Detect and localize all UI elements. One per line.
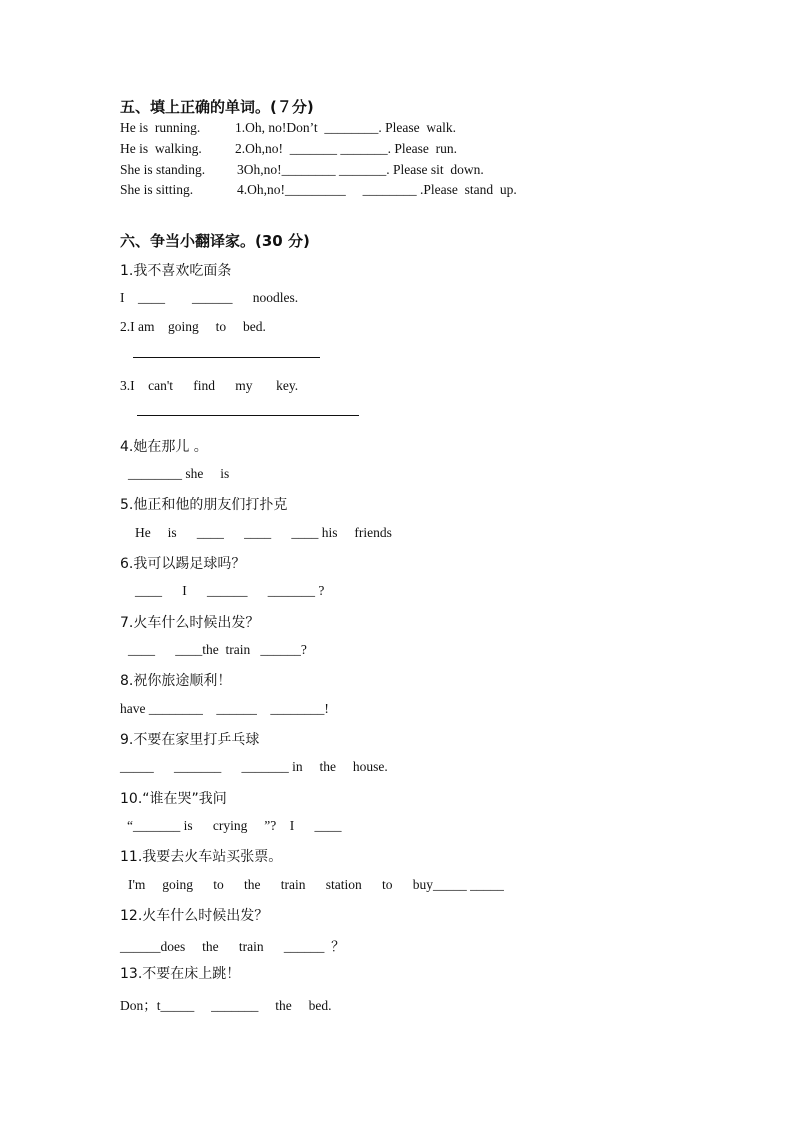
item6-answer: ____ I ______ _______ ? bbox=[135, 583, 325, 598]
item11-answer: I'm going to the train station to buy_____ _____ bbox=[128, 877, 504, 892]
section5-row3-right: 3Oh,no!________ _______. Please sit down. bbox=[237, 162, 484, 177]
section5-row4-left: She is sitting. bbox=[120, 182, 194, 197]
item8-answer: have ________ ______ ________! bbox=[120, 701, 329, 716]
section5-row3-left: She is standing. bbox=[120, 162, 206, 177]
item2-answer-line bbox=[133, 357, 320, 358]
section5-title: 五、填上正确的单词。(７分) bbox=[120, 98, 314, 116]
item12-answer: ______does the train ______ ？ bbox=[120, 939, 345, 954]
item8-prompt: 8.祝你旅途顺利！ bbox=[120, 673, 232, 689]
section5-row4-right: 4.Oh,no!_________ ________ .Please stand up. bbox=[237, 182, 517, 197]
item7-prompt: 7.火车什么时候出发？ bbox=[120, 615, 260, 631]
section5-row1-left: He is running. bbox=[120, 120, 201, 135]
item10-answer: “_______ is crying ”? I ____ bbox=[127, 818, 342, 833]
item10-prompt: 10.“谁在哭”我问 bbox=[120, 791, 227, 807]
item5-answer: He is ____ ____ ____ his friends bbox=[135, 525, 392, 540]
item6-prompt: 6.我可以踢足球吗？ bbox=[120, 556, 246, 572]
item3-prompt: 3.I can't find my key. bbox=[120, 378, 299, 393]
section5-row2-right: 2.Oh,no! _______ _______. Please run. bbox=[235, 141, 457, 156]
section5-row2-left: He is walking. bbox=[120, 141, 202, 156]
item1-prompt: 1.我不喜欢吃面条 bbox=[120, 263, 232, 279]
item2-prompt: 2.I am going to bed. bbox=[120, 319, 266, 334]
item9-prompt: 9.不要在家里打乒乓球 bbox=[120, 732, 260, 748]
item9-answer: _____ _______ _______ in the house. bbox=[120, 759, 388, 774]
item4-prompt: 4.她在那儿 。 bbox=[120, 439, 208, 455]
item5-prompt: 5.他正和他的朋友们打扑克 bbox=[120, 497, 288, 513]
item3-answer-line bbox=[137, 415, 359, 416]
section5-row1-right: 1.Oh, no!Don’t ________. Please walk. bbox=[235, 120, 456, 135]
item7-answer: ____ ____the train ______? bbox=[128, 642, 307, 657]
item4-answer: ________ she is bbox=[128, 466, 230, 481]
item11-prompt: 11.我要去火车站买张票。 bbox=[120, 849, 283, 865]
section6-title: 六、争当小翻译家。(30 分) bbox=[120, 232, 310, 250]
item13-answer: Don；t_____ _______ the bed. bbox=[120, 998, 332, 1013]
item1-answer: I ____ ______ noodles. bbox=[120, 290, 299, 305]
item12-prompt: 12.火车什么时候出发？ bbox=[120, 908, 269, 924]
item13-prompt: 13.不要在床上跳！ bbox=[120, 966, 241, 982]
